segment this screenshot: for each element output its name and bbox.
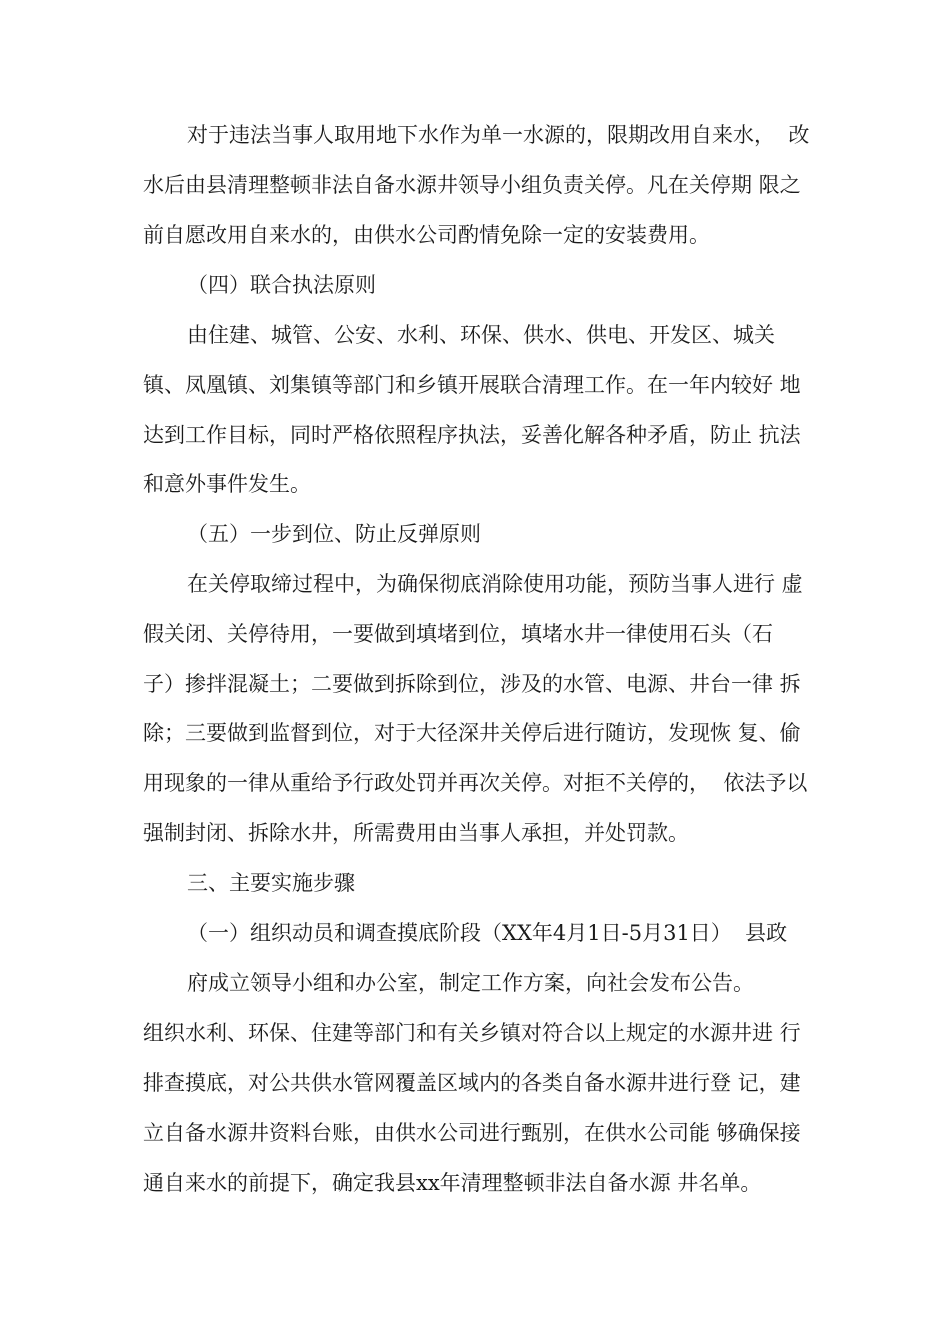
paragraph-line: 水后由县清理整顿非法自备水源井领导小组负责关停。凡在关停期 限之: [143, 173, 801, 197]
paragraph-line: 强制封闭、拆除水井，所需费用由当事人承担，并处罚款。: [143, 821, 689, 845]
paragraph-line: 子）掺拌混凝土；二要做到拆除到位，涉及的水管、电源、井台一律 拆: [143, 672, 801, 696]
paragraph-line: 立自备水源井资料台账，由供水公司进行甄别，在供水公司能 够确保接: [143, 1121, 801, 1145]
paragraph-line: 假关闭、关停待用，一要做到填堵到位，填堵水井一律使用石头（石: [143, 622, 773, 646]
paragraph-line: 和意外事件发生。: [143, 472, 311, 496]
paragraph-line: 府成立领导小组和办公室，制定工作方案，向社会发布公告。: [187, 971, 754, 995]
paragraph-line: 达到工作目标，同时严格依照程序执法，妥善化解各种矛盾，防止 抗法: [143, 423, 801, 447]
paragraph-line: 镇、凤凰镇、刘集镇等部门和乡镇开展联合清理工作。在一年内较好 地: [143, 373, 801, 397]
paragraph-line: 组织水利、环保、住建等部门和有关乡镇对符合以上规定的水源井进 行: [143, 1021, 801, 1045]
section-heading-4: （四）联合执法原则: [187, 273, 376, 297]
section-heading-5: （五）一步到位、防止反弹原则: [187, 522, 481, 546]
paragraph-line: 对于违法当事人取用地下水作为单一水源的，限期改用自来水， 改: [187, 123, 810, 147]
subsection-heading-1: （一）组织动员和调查摸底阶段（XX年4月1日-5月31日） 县政: [187, 921, 788, 945]
paragraph-line: 由住建、城管、公安、水利、环保、供水、供电、开发区、城关: [187, 323, 775, 347]
paragraph-line: 前自愿改用自来水的，由供水公司酌情免除一定的安装费用。: [143, 223, 710, 247]
paragraph-line: 在关停取缔过程中，为确保彻底消除使用功能，预防当事人进行 虚: [187, 572, 803, 596]
paragraph-line: 用现象的一律从重给予行政处罚并再次关停。对拒不关停的， 依法予以: [143, 771, 808, 795]
section-heading-3: 三、主要实施步骤: [187, 871, 355, 895]
paragraph-line: 通自来水的前提下，确定我县xx年清理整顿非法自备水源 井名单。: [143, 1171, 762, 1195]
paragraph-line: 除；三要做到监督到位，对于大径深井关停后进行随访，发现恢 复、偷: [143, 721, 801, 745]
paragraph-line: 排查摸底，对公共供水管网覆盖区域内的各类自备水源井进行登 记，建: [143, 1071, 801, 1095]
